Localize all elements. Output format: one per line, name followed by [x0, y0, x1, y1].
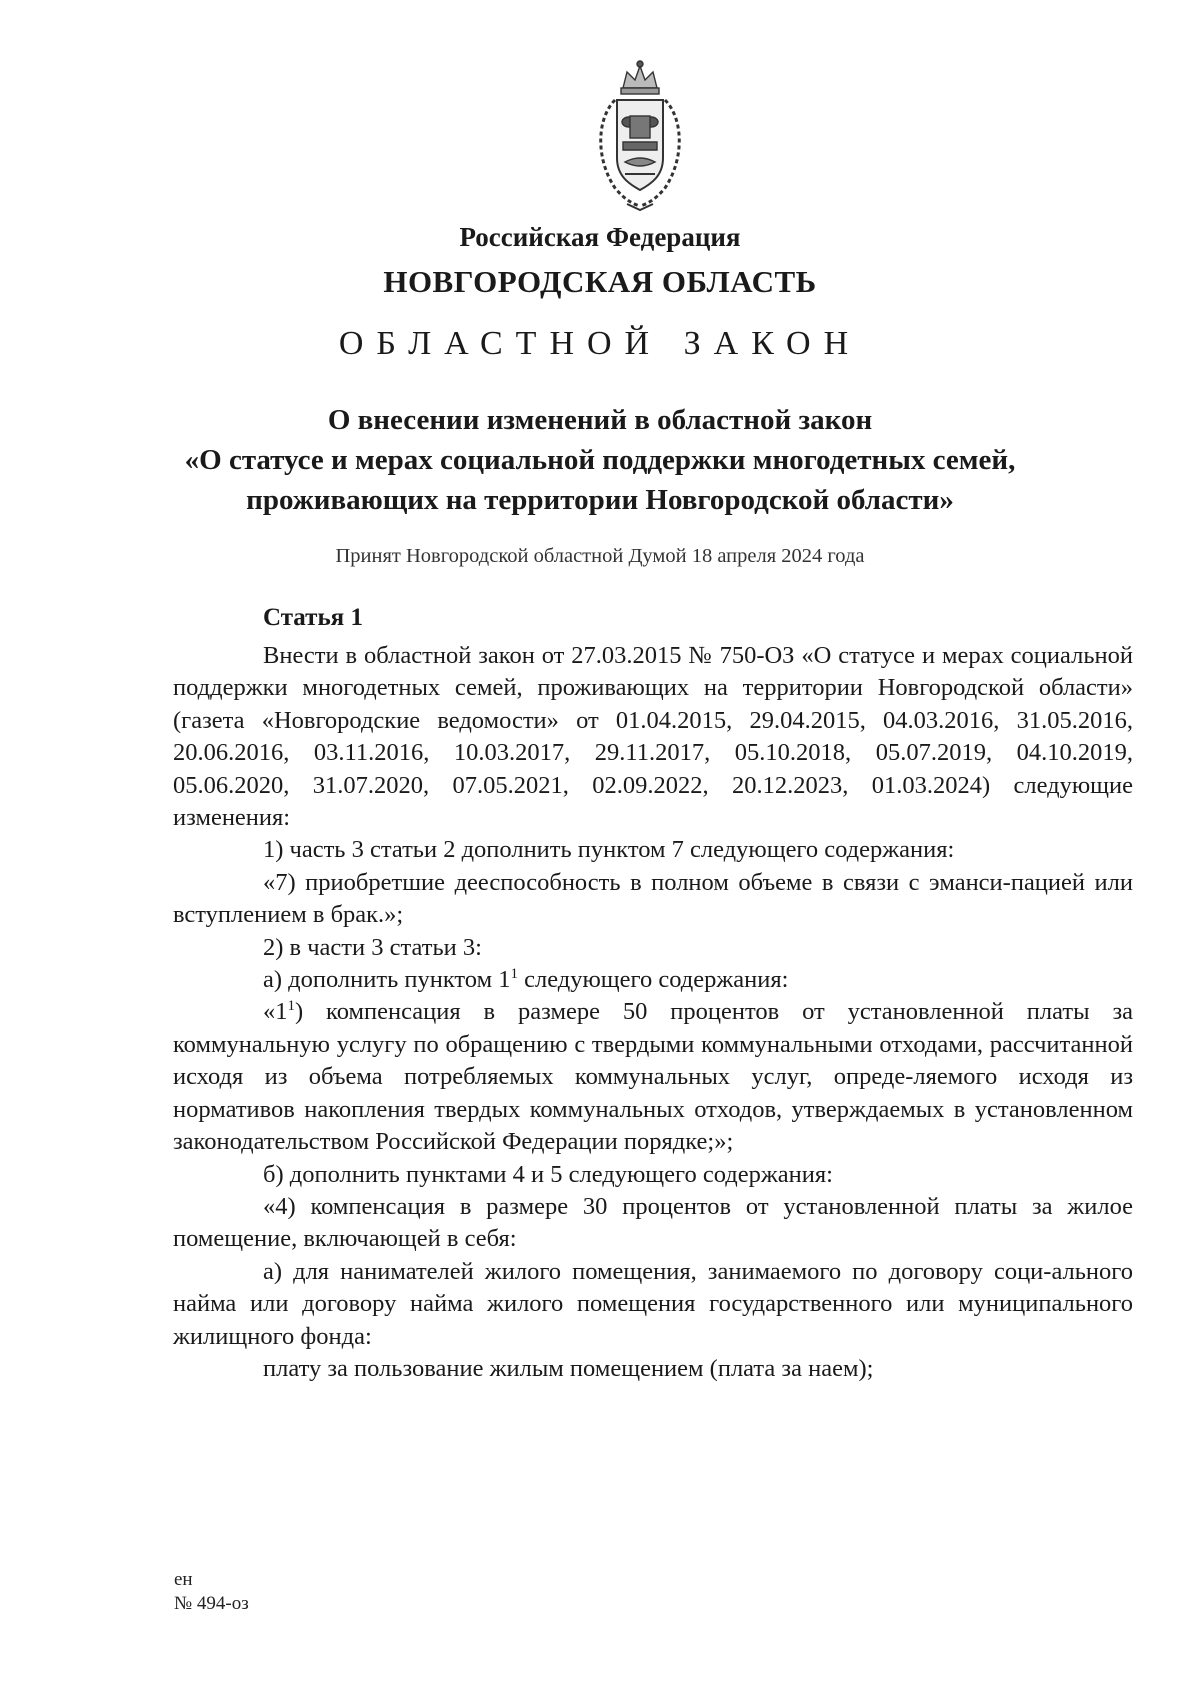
paragraph-2: 2) в части 3 статьи 3: — [263, 933, 482, 961]
article-body — [173, 640, 1133, 1385]
superscript: 1 — [510, 966, 518, 983]
paragraph-2b-a-item: плату за пользование жилым помещением (плата за наем); — [263, 1354, 874, 1382]
adoption-note: Принят Новгородской областной Думой 18 апреля 2024 года — [335, 545, 865, 567]
superscript: 1 — [287, 998, 295, 1015]
novgorod-coat-of-arms-icon — [585, 58, 695, 212]
law-number: № 494-оз — [174, 1593, 249, 1614]
paragraph-2a-text-end: следующего содержания: — [517, 966, 789, 994]
law-title-line: проживающих на территории Новгородской области» — [246, 484, 954, 516]
paragraph-2a-text: а) дополнить пунктом 1 — [263, 966, 511, 994]
quote-text: ) компенсация в размере 50 процентов от установленной платы за коммунальную услугу по обращению с твердыми коммунальными отходами, рассчитанной исходя из объема потребляемых коммунальных услуг, опреде-ляемого исходя из нормативов накопления твердых коммунальных отходов, утверждаемых в установленном законодательством Российской Федерации порядке;»; — [173, 998, 1133, 1156]
executor-initials: ен — [174, 1569, 193, 1590]
paragraph-2a — [173, 964, 1133, 996]
paragraph-2b-quote: «4) компенсация в размере 30 процентов от установленной платы за жилое помещение, включающей в себя: — [173, 1192, 1133, 1253]
country-name: Российская Федерация — [459, 222, 741, 252]
paragraph-1-quote: «7) приобретшие дееспособность в полном объеме в связи с эманси-пацией или вступлением в брак.»; — [173, 868, 1133, 929]
law-title-line: О внесении изменений в областной закон — [327, 404, 873, 436]
article-intro: Внести в областной закон от 27.03.2015 № 750-ОЗ «О статусе и мерах социальной поддержки многодетных семей, проживающих на территории Новгородской области» (газета «Новгородские ведомости» от 01.04.2015, 29.04.2015, 04.03.2016, 31.05.2016, 20.06.2016, 03.11.2016, 10.03.2017, 29.11.2017, 05.10.2018, 05.07.2019, 04.10.2019, 05.06.2020, 31.07.2020, 07.05.2021, 02.09.2022, 20.12.2023, 01.03.2024) следующие изменения: — [173, 642, 1133, 832]
paragraph-2b-a: а) для нанимателей жилого помещения, занимаемого по договору соци-ального найма или договору найма жилого помещения государственного или муниципального жилищного фонда: — [173, 1257, 1133, 1350]
law-title — [0, 400, 1200, 520]
quote-open: «1 — [263, 998, 288, 1026]
article-heading: Статья 1 — [263, 604, 363, 631]
paragraph-1: 1) часть 3 статьи 2 дополнить пунктом 7 следующего содержания: — [263, 836, 955, 864]
law-type: ОБЛАСТНОЙ ЗАКОН — [338, 325, 862, 362]
paragraph-2b: б) дополнить пунктами 4 и 5 следующего содержания: — [263, 1160, 833, 1188]
document-footer — [174, 1568, 249, 1616]
law-title-line: «О статусе и мерах социальной поддержки многодетных семей, — [184, 444, 1016, 476]
paragraph-2a-quote — [173, 996, 1133, 1158]
region-name: НОВГОРОДСКАЯ ОБЛАСТЬ — [383, 264, 817, 299]
